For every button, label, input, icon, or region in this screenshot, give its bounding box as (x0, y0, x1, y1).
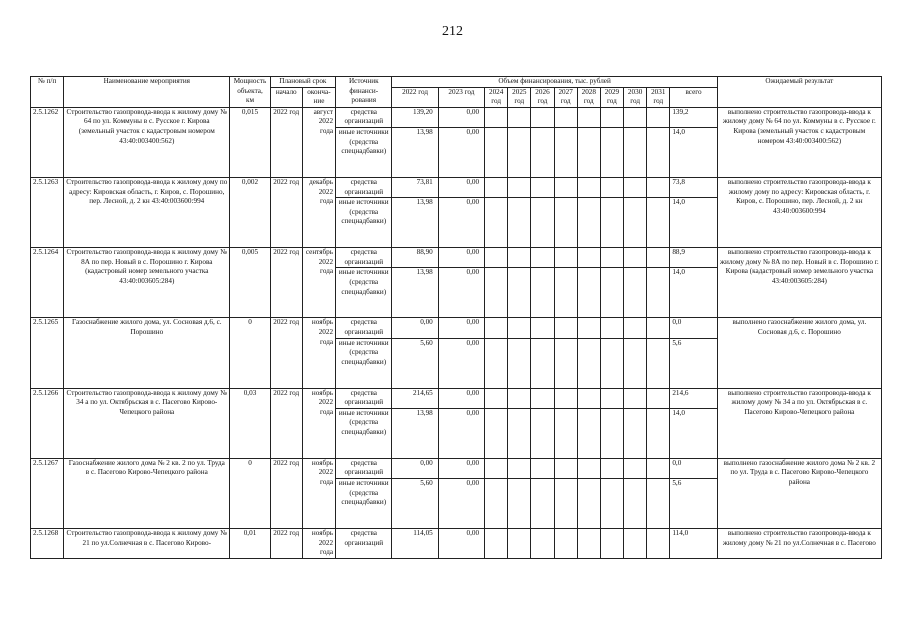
end-cell: ноябрь 2022 года (302, 458, 335, 528)
value-2022: 139,20 (392, 107, 438, 127)
empty-year-cell (531, 478, 554, 528)
row-number: 2.5.1268 (31, 528, 64, 558)
empty-year-cell (624, 248, 647, 268)
empty-year-cell (554, 127, 577, 177)
empty-year-cell (485, 528, 508, 558)
empty-year-cell (485, 248, 508, 268)
value-2022: 0,00 (392, 318, 438, 338)
row-number: 2.5.1265 (31, 318, 64, 388)
empty-year-cell (531, 528, 554, 558)
empty-year-cell (531, 338, 554, 388)
header-row (31, 77, 882, 88)
empty-year-cell (485, 268, 508, 318)
empty-year-cell (485, 177, 508, 197)
empty-year-cell (624, 107, 647, 127)
empty-year-cell (647, 478, 670, 528)
empty-year-cell (647, 318, 670, 338)
empty-year-cell (531, 268, 554, 318)
empty-year-cell (647, 198, 670, 248)
source-cell: средства организаций (336, 458, 392, 478)
start-cell: 2022 год (270, 107, 302, 177)
col-header-year: 2031 год (647, 87, 670, 107)
row-number: 2.5.1267 (31, 458, 64, 528)
value-2022: 13,98 (392, 408, 438, 458)
empty-year-cell (485, 107, 508, 127)
capacity-cell: 0 (230, 458, 270, 528)
value-2022: 73,81 (392, 177, 438, 197)
table-row (31, 388, 882, 408)
measure-name: Строительство газопровода-ввода к жилому дому № 64 по ул. Коммуны в с. Русское г. Кирова (земельный участок с кадастровым номером 43:40:003400:562) (64, 107, 230, 177)
empty-year-cell (647, 408, 670, 458)
empty-year-cell (624, 458, 647, 478)
table-row (31, 177, 882, 197)
empty-year-cell (554, 338, 577, 388)
empty-year-cell (554, 388, 577, 408)
value-2023: 0,00 (438, 127, 484, 177)
value-total: 88,9 (670, 248, 717, 268)
start-cell: 2022 год (270, 458, 302, 528)
measure-name: Строительство газопровода-ввода к жилому дому № 34 а по ул. Октябрьская в с. Пасегово Кирово-Чепецкого района (64, 388, 230, 458)
empty-year-cell (647, 107, 670, 127)
empty-year-cell (624, 528, 647, 558)
measure-name: Газоснабжение жилого дома № 2 кв. 2 по ул. Труда в с. Пасегово Кирово-Чепецкого района (64, 458, 230, 528)
value-2022: 13,98 (392, 198, 438, 248)
empty-year-cell (647, 177, 670, 197)
empty-year-cell (485, 458, 508, 478)
col-header-year: 2023 год (438, 87, 484, 107)
empty-year-cell (577, 458, 600, 478)
end-cell: ноябрь 2022 года (302, 318, 335, 388)
col-header-year: 2027 год (554, 87, 577, 107)
empty-year-cell (624, 318, 647, 338)
source-cell: иные источники (средства спецнадбавки) (336, 338, 392, 388)
value-2022: 5,60 (392, 478, 438, 528)
value-2022: 13,98 (392, 127, 438, 177)
empty-year-cell (624, 127, 647, 177)
empty-year-cell (508, 478, 531, 528)
empty-year-cell (624, 198, 647, 248)
empty-year-cell (508, 528, 531, 558)
empty-year-cell (577, 198, 600, 248)
value-2023: 0,00 (438, 458, 484, 478)
value-2022: 88,90 (392, 248, 438, 268)
capacity-cell: 0 (230, 318, 270, 388)
empty-year-cell (647, 388, 670, 408)
value-total: 5,6 (670, 478, 717, 528)
empty-year-cell (508, 318, 531, 338)
empty-year-cell (554, 458, 577, 478)
col-header-year: 2024 год (485, 87, 508, 107)
empty-year-cell (508, 177, 531, 197)
empty-year-cell (647, 268, 670, 318)
value-2022: 0,00 (392, 458, 438, 478)
empty-year-cell (485, 127, 508, 177)
empty-year-cell (554, 408, 577, 458)
row-number: 2.5.1266 (31, 388, 64, 458)
empty-year-cell (647, 458, 670, 478)
empty-year-cell (554, 318, 577, 338)
empty-year-cell (577, 528, 600, 558)
empty-year-cell (554, 248, 577, 268)
empty-year-cell (531, 248, 554, 268)
empty-year-cell (531, 388, 554, 408)
col-header-volume: Объем финансирования, тыс. рублей (392, 77, 717, 88)
empty-year-cell (531, 318, 554, 338)
capacity-cell: 0,002 (230, 177, 270, 247)
source-cell: иные источники (средства спецнадбавки) (336, 127, 392, 177)
col-header-year: 2029 год (600, 87, 623, 107)
empty-year-cell (647, 338, 670, 388)
value-total: 14,0 (670, 198, 717, 248)
value-2023: 0,00 (438, 248, 484, 268)
expected-result: выполнено газоснабжение жилого дома № 2 кв. 2 по ул. Труда в с. Пасегово Кирово-Чепецкого района (717, 458, 881, 528)
source-cell: средства организаций (336, 318, 392, 338)
empty-year-cell (577, 338, 600, 388)
value-2023: 0,00 (438, 107, 484, 127)
source-cell: средства организаций (336, 248, 392, 268)
measure-name: Строительство газопровода-ввода к жилому дому по адресу: Кировская область, г. Киров, с. Порошино, пер. Лесной, д. 2 кн 43:40:003600:994 (64, 177, 230, 247)
empty-year-cell (554, 198, 577, 248)
empty-year-cell (531, 408, 554, 458)
source-cell: средства организаций (336, 177, 392, 197)
row-number: 2.5.1264 (31, 248, 64, 318)
empty-year-cell (577, 318, 600, 338)
value-total: 14,0 (670, 127, 717, 177)
col-header-year: 2025 год (508, 87, 531, 107)
empty-year-cell (600, 107, 623, 127)
table-row (31, 107, 882, 127)
end-cell: ноябрь 2022 года (302, 388, 335, 458)
col-header-year: 2022 год (392, 87, 438, 107)
empty-year-cell (600, 338, 623, 388)
expected-result: выполнено строительство газопровода-ввода к жилому дому № 8А по пер. Новый в с. Порошино г. Кирова (кадастровый номер земельного участка 43:40:003605:284) (717, 248, 881, 318)
empty-year-cell (577, 107, 600, 127)
empty-year-cell (554, 268, 577, 318)
empty-year-cell (485, 198, 508, 248)
empty-year-cell (600, 478, 623, 528)
capacity-cell: 0,005 (230, 248, 270, 318)
value-2022: 214,65 (392, 388, 438, 408)
empty-year-cell (624, 408, 647, 458)
empty-year-cell (600, 248, 623, 268)
empty-year-cell (600, 268, 623, 318)
expected-result: выполнено строительство газопровода-ввода к жилому дому № 21 по ул.Солнечная в с. Пасегово (717, 528, 881, 558)
start-cell: 2022 год (270, 318, 302, 388)
col-header-start: начало (270, 87, 302, 107)
end-cell: ноябрь 2022 года (302, 528, 335, 558)
table-row (31, 248, 882, 268)
col-header-num: № п/п (31, 77, 64, 108)
empty-year-cell (647, 528, 670, 558)
empty-year-cell (485, 388, 508, 408)
col-header-capacity: Мощность объекта, км (230, 77, 270, 108)
value-2023: 0,00 (438, 478, 484, 528)
empty-year-cell (531, 458, 554, 478)
value-total: 0,0 (670, 458, 717, 478)
end-cell: декабрь 2022 года (302, 177, 335, 247)
col-header-year: 2026 год (531, 87, 554, 107)
empty-year-cell (577, 268, 600, 318)
empty-year-cell (647, 127, 670, 177)
source-cell: иные источники (средства спецнадбавки) (336, 478, 392, 528)
empty-year-cell (600, 458, 623, 478)
expected-result: выполнено газоснабжение жилого дома, ул. Сосновая д.6, с. Порошино (717, 318, 881, 388)
col-header-year: 2030 год (624, 87, 647, 107)
table-row (31, 318, 882, 338)
page-number: 212 (442, 24, 463, 39)
measure-name: Строительство газопровода-ввода к жилому дому № 21 по ул.Солнечная в с. Пасегово Кирово- (64, 528, 230, 558)
financing-table (30, 76, 882, 559)
source-cell: средства организаций (336, 528, 392, 558)
empty-year-cell (624, 388, 647, 408)
col-header-source: Источник финанси-рования (336, 77, 392, 108)
empty-year-cell (577, 478, 600, 528)
empty-year-cell (554, 478, 577, 528)
col-header-result: Ожидаемый результат (717, 77, 881, 108)
value-2023: 0,00 (438, 388, 484, 408)
empty-year-cell (624, 268, 647, 318)
capacity-cell: 0,03 (230, 388, 270, 458)
empty-year-cell (577, 408, 600, 458)
value-2022: 5,60 (392, 338, 438, 388)
start-cell: 2022 год (270, 248, 302, 318)
measure-name: Газоснабжение жилого дома, ул. Сосновая д.6, с. Порошино (64, 318, 230, 388)
table-row (31, 458, 882, 478)
expected-result: выполнено строительство газопровода-ввода к жилому дому по адресу: Кировская область, г. Киров, с. Порошино, пер. Лесной, д. 2 кн 43:40:003600:994 (717, 177, 881, 247)
empty-year-cell (624, 478, 647, 528)
empty-year-cell (485, 478, 508, 528)
value-2023: 0,00 (438, 198, 484, 248)
col-header-name: Наименование мероприятия (64, 77, 230, 108)
empty-year-cell (647, 248, 670, 268)
col-header-end: оконча-ние (302, 87, 335, 107)
value-2023: 0,00 (438, 268, 484, 318)
source-cell: средства организаций (336, 388, 392, 408)
table-row (31, 528, 882, 558)
col-header-year: 2028 год (577, 87, 600, 107)
value-total: 14,0 (670, 268, 717, 318)
empty-year-cell (554, 528, 577, 558)
empty-year-cell (600, 318, 623, 338)
empty-year-cell (624, 177, 647, 197)
empty-year-cell (531, 127, 554, 177)
capacity-cell: 0,015 (230, 107, 270, 177)
source-cell: иные источники (средства спецнадбавки) (336, 408, 392, 458)
expected-result: выполнено строительство газопровода-ввода к жилому дому № 34 а по ул. Октябрьская в с. Пасегово Кирово-Чепецкого района (717, 388, 881, 458)
empty-year-cell (508, 248, 531, 268)
empty-year-cell (485, 408, 508, 458)
empty-year-cell (600, 528, 623, 558)
empty-year-cell (485, 338, 508, 388)
value-2022: 13,98 (392, 268, 438, 318)
row-number: 2.5.1262 (31, 107, 64, 177)
empty-year-cell (508, 458, 531, 478)
empty-year-cell (531, 198, 554, 248)
empty-year-cell (508, 388, 531, 408)
value-2023: 0,00 (438, 318, 484, 338)
empty-year-cell (508, 198, 531, 248)
measure-name: Строительство газопровода-ввода к жилому дому № 8А по пер. Новый в с. Порошино г. Кирова (кадастровый номер земельного участка 43:40:003605:284) (64, 248, 230, 318)
value-total: 5,6 (670, 338, 717, 388)
empty-year-cell (554, 107, 577, 127)
value-2022: 114,05 (392, 528, 438, 558)
empty-year-cell (600, 127, 623, 177)
empty-year-cell (577, 248, 600, 268)
value-total: 73,8 (670, 177, 717, 197)
empty-year-cell (508, 107, 531, 127)
empty-year-cell (600, 177, 623, 197)
col-header-total: всего (670, 87, 717, 107)
empty-year-cell (600, 388, 623, 408)
source-cell: иные источники (средства спецнадбавки) (336, 198, 392, 248)
end-cell: август 2022 года (302, 107, 335, 177)
value-2023: 0,00 (438, 177, 484, 197)
end-cell: сентябрь 2022 года (302, 248, 335, 318)
value-2023: 0,00 (438, 408, 484, 458)
col-header-term: Плановый срок (270, 77, 335, 88)
empty-year-cell (624, 338, 647, 388)
empty-year-cell (508, 408, 531, 458)
expected-result: выполнено строительство газопровода-ввода к жилому дому № 64 по ул. Коммуны в с. Русское г. Кирова (земельный участок с кадастровым номером 43:40:003400:562) (717, 107, 881, 177)
empty-year-cell (600, 408, 623, 458)
start-cell: 2022 год (270, 528, 302, 558)
source-cell: средства организаций (336, 107, 392, 127)
value-total: 114,0 (670, 528, 717, 558)
empty-year-cell (577, 388, 600, 408)
empty-year-cell (485, 318, 508, 338)
value-total: 14,0 (670, 408, 717, 458)
source-cell: иные источники (средства спецнадбавки) (336, 268, 392, 318)
value-total: 214,6 (670, 388, 717, 408)
empty-year-cell (508, 338, 531, 388)
capacity-cell: 0,01 (230, 528, 270, 558)
empty-year-cell (577, 177, 600, 197)
row-number: 2.5.1263 (31, 177, 64, 247)
value-2023: 0,00 (438, 528, 484, 558)
empty-year-cell (554, 177, 577, 197)
empty-year-cell (577, 127, 600, 177)
value-total: 139,2 (670, 107, 717, 127)
empty-year-cell (600, 198, 623, 248)
start-cell: 2022 год (270, 177, 302, 247)
value-total: 0,0 (670, 318, 717, 338)
empty-year-cell (508, 127, 531, 177)
value-2023: 0,00 (438, 338, 484, 388)
empty-year-cell (531, 107, 554, 127)
start-cell: 2022 год (270, 388, 302, 458)
empty-year-cell (508, 268, 531, 318)
empty-year-cell (531, 177, 554, 197)
